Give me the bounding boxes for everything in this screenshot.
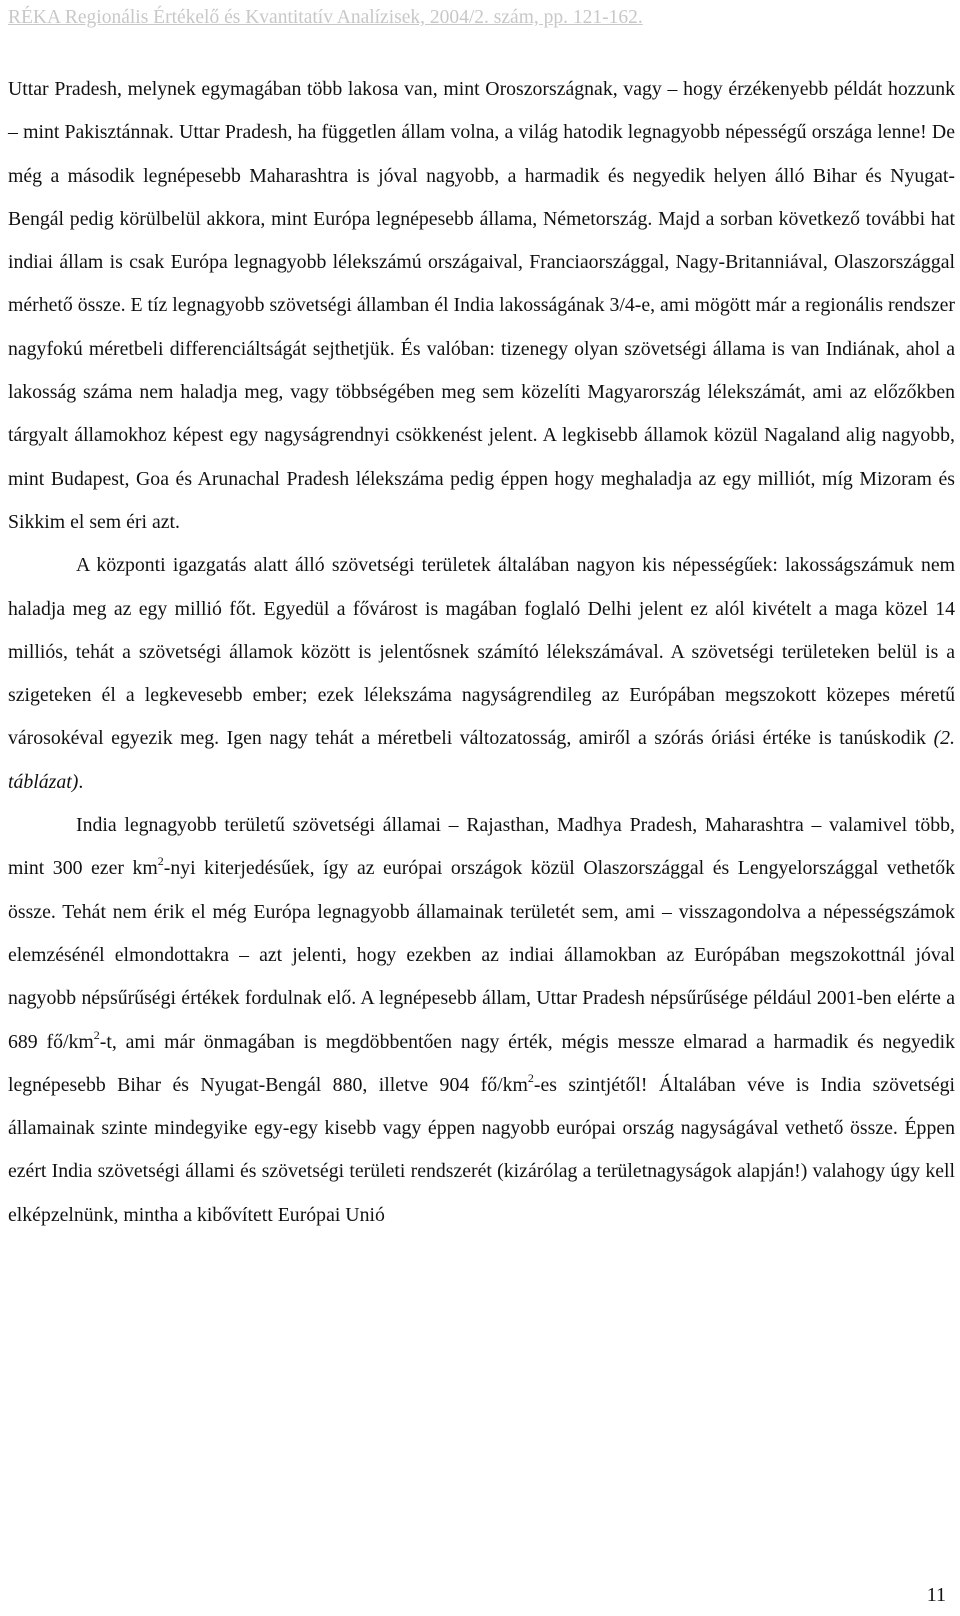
superscript-2: 2 <box>527 1070 534 1085</box>
superscript-2: 2 <box>93 1027 100 1042</box>
paragraph-3 <box>8 804 955 1237</box>
paragraph-2 <box>8 544 955 804</box>
page-number: 11 <box>926 1584 946 1606</box>
paragraph-3-part-4: -es szintjétől! Általában véve is India szövetségi államainak szinte mindegyike egy-egy kisebb vagy éppen nagyobb európai ország nagyságával vethető össze. Éppen ezért India szövetségi állami és szövetségi területi rendszerét (kizárólag a területnagyságok alapján!) valahogy úgy kell elképzelnünk, mintha a kibővített Európai Unió <box>8 1073 955 1226</box>
paragraph-3-part-3: -t, ami már önmagában is megdöbbentően nagy érték, mégis messze elmarad a harmadik és negyedik legnépesebb Bihar és Nyugat-Bengál 880, illetve 904 fő/km <box>8 1030 956 1096</box>
paragraph-1: Uttar Pradesh, melynek egymagában több lakosa van, mint Oroszországnak, vagy – hogy érzékenyebb példát hozzunk – mint Pakisztánnak. Uttar Pradesh, ha független állam volna, a világ hatodik legnagyobb népességű országa lenne! De még a második legnépesebb Maharashtra is jóval nagyobb, a harmadik és negyedik helyen álló Bihar és Nyugat-Bengál pedig körülbelül akkora, mint Európa legnépesebb állama, Németország. Majd a sorban következő további hat indiai állam is csak Európa legnagyobb lélekszámú országaival, Franciaországgal, Nagy-Britanniával, Olaszországgal mérhető össze. E tíz legnagyobb szövetségi államban él India lakosságának 3/4-e, ami mögött már a regionális rendszer nagyfokú méretbeli differenciáltságát sejthetjük. És valóban: tizenegy olyan szövetségi állama is van Indiának, ahol a lakosság száma nem haladja meg, vagy többségében meg sem közelíti Magyarország lélekszámát, ami az előzőkben tárgyalt államokhoz képest egy nagyságrendnyi csökkenést jelent. A legkisebb államok közül Nagaland alig nagyobb, mint Budapest, Goa és Arunachal Pradesh lélekszáma pedig éppen hogy meghaladja az egy milliót, míg Mizoram és Sikkim el sem éri azt. <box>8 78 955 533</box>
running-header: RÉKA Regionális Értékelő és Kvantitatív Analízisek, 2004/2. szám, pp. 121-162. <box>8 7 643 28</box>
superscript-2: 2 <box>157 854 164 869</box>
body-text <box>8 68 955 1237</box>
paragraph-3-part-2: -nyi kiterjedésűek, így az európai országok közül Olaszországgal és Lengyelországgal vethetők össze. Tehát nem érik el még Európa legnagyobb államainak területét sem, ami – visszagondolva a népességszámok elemzésénél elmondottakra – azt jelenti, hogy ezekben az indiai államokban az Európában megszokottnál jóval nagyobb népsűrűségi értékek fordulnak elő. A legnépesebb állam, Uttar Pradesh népsűrűsége például 2001-ben elérte a 689 fő/km <box>8 857 955 1053</box>
paragraph-2-text: A központi igazgatás alatt álló szövetségi területek általában nagyon kis népességűek: lakosságszámuk nem haladja meg az egy millió főt. Egyedül a fővárost is magában foglaló Delhi jelent ez alól kivételt a maga közel 14 milliós, tehát a szövetségi államok között is jelentősnek számító lélekszámával. A szövetségi területeken belül is a szigeteken él a legkevesebb ember; ezek lélekszáma nagyságrendileg az Európában megszokott közepes méretű városokéval egyezik meg. Igen nagy tehát a méretbeli változatosság, amiről a szórás óriási értéke is tanúskodik <box>8 554 955 750</box>
paragraph-2-end: . <box>78 770 84 793</box>
paragraph-3-part-1: India legnagyobb területű szövetségi államai – Rajasthan, Madhya Pradesh, Maharashtra – valamivel több, mint 300 ezer km <box>8 814 955 880</box>
table-reference: (2. táblázat) <box>8 727 955 793</box>
